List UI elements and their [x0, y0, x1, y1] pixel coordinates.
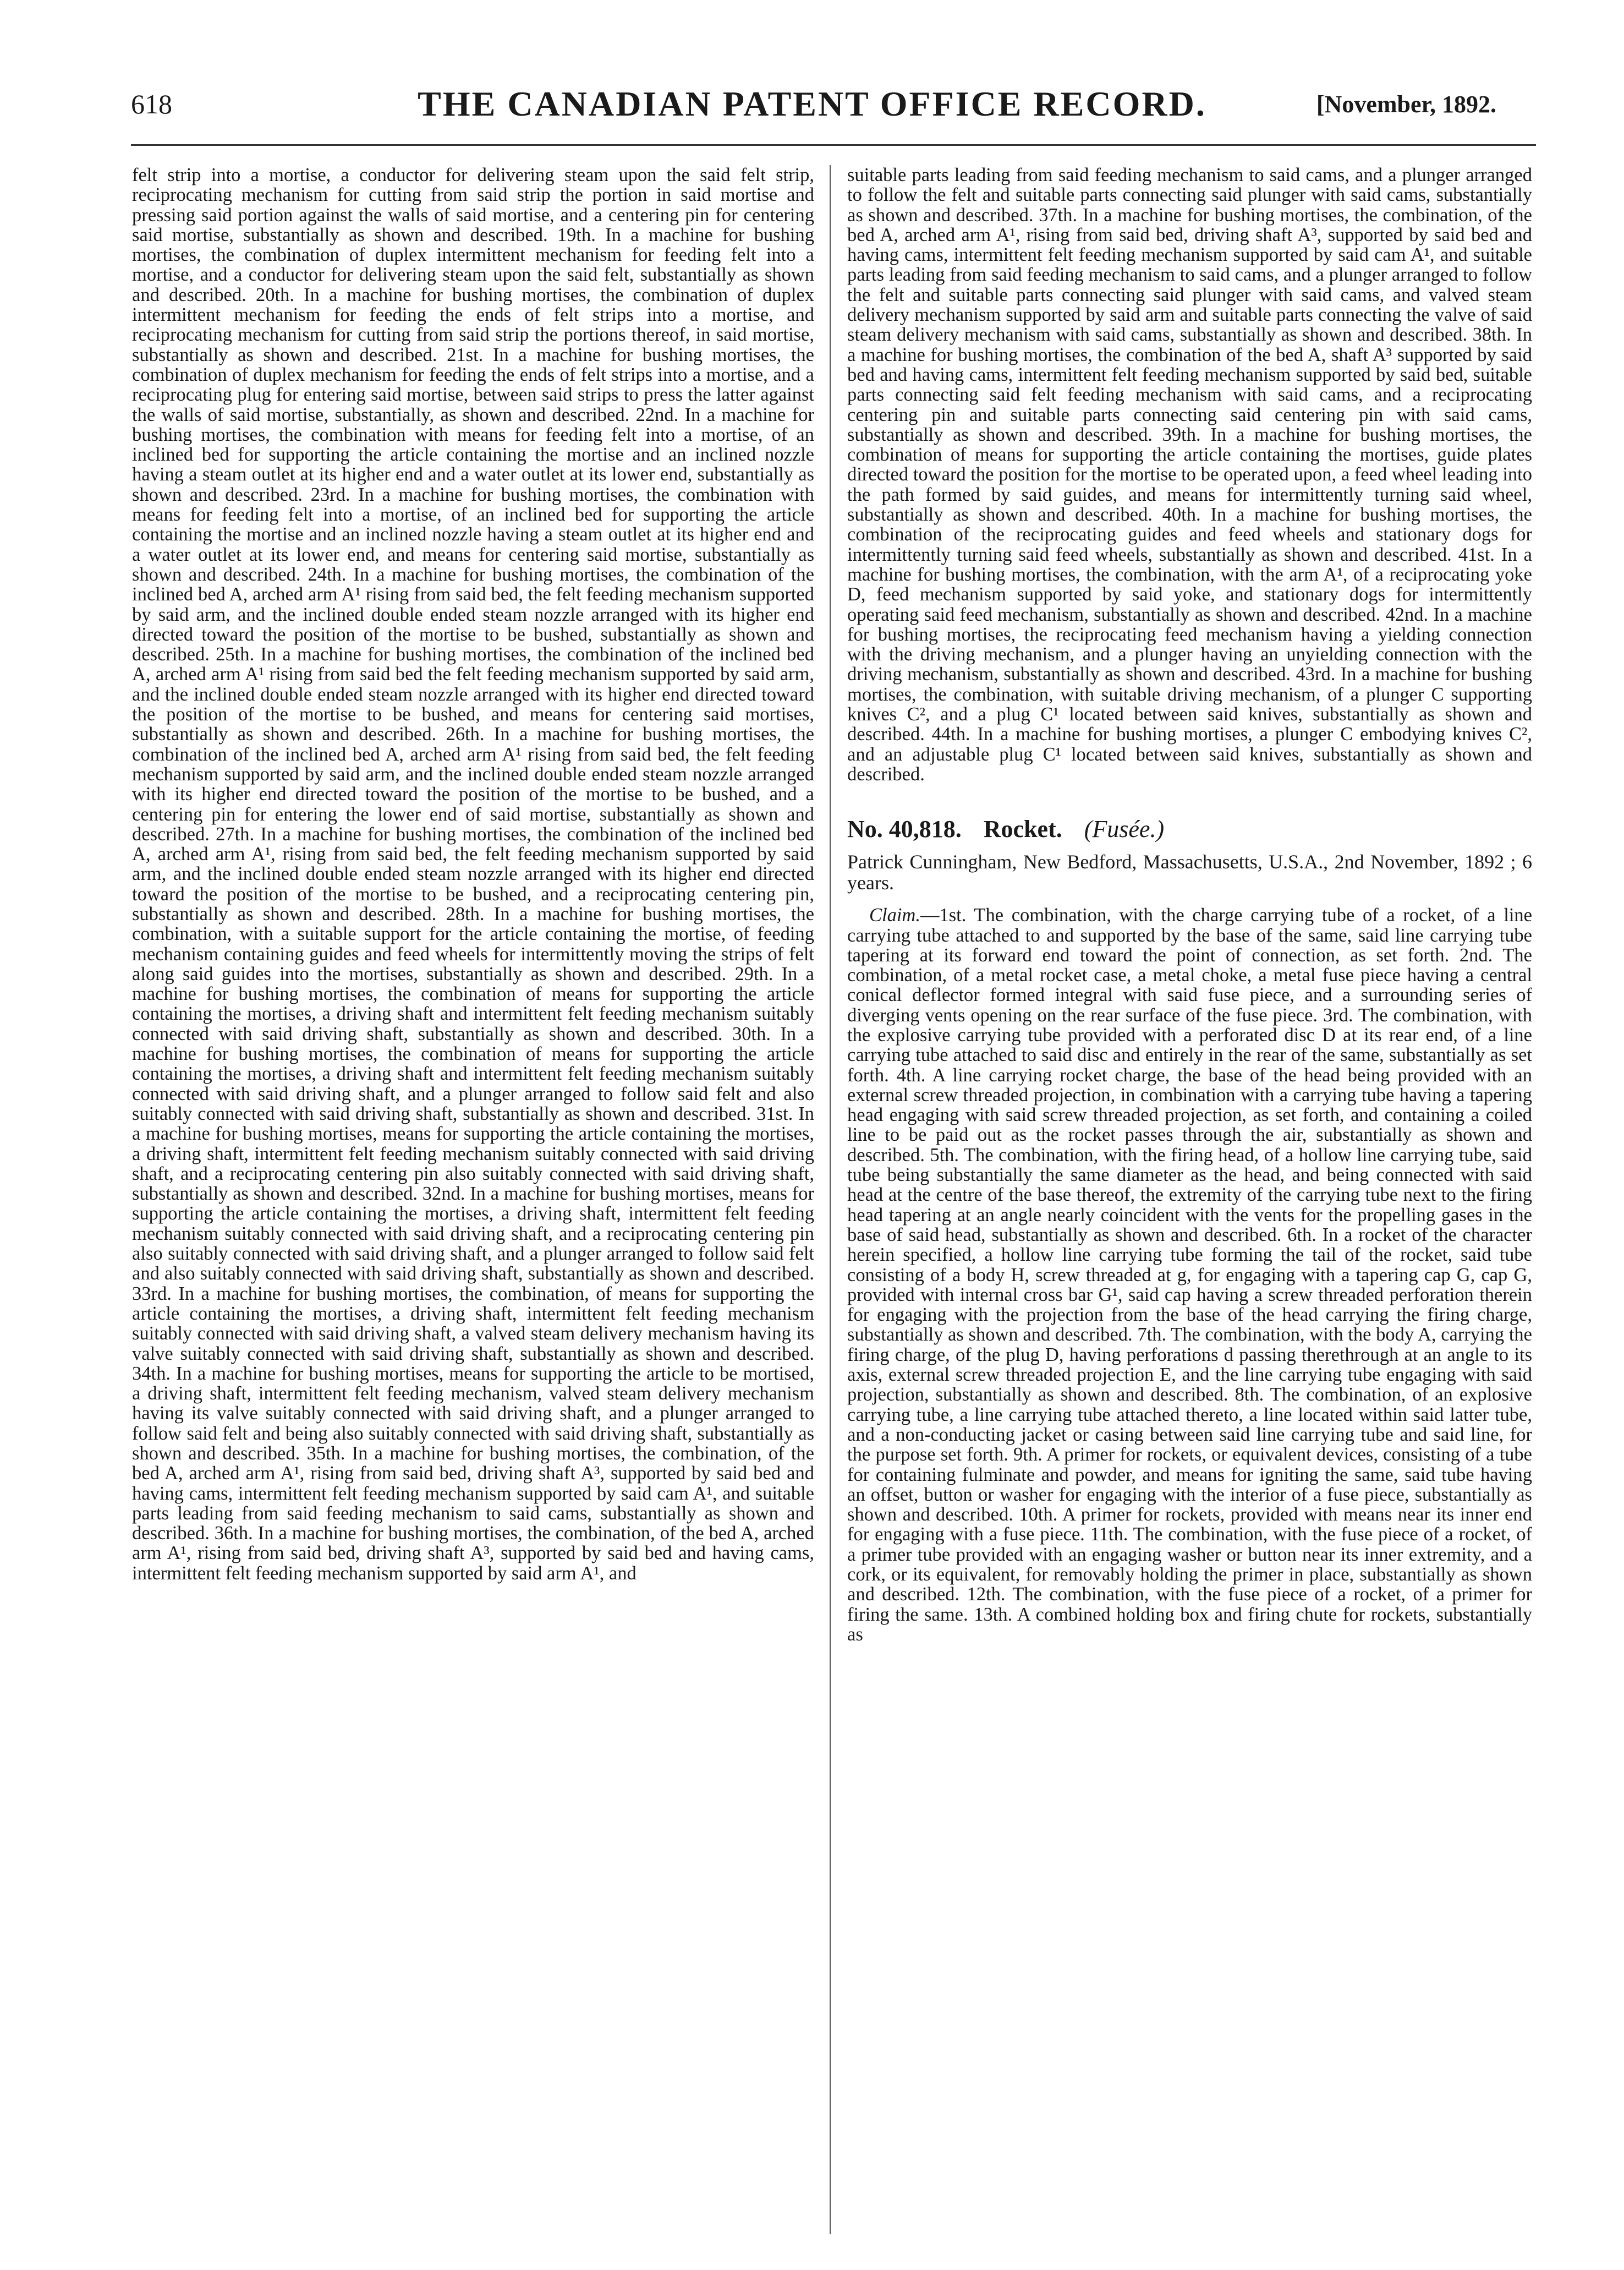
patent-number: No. 40,818.	[847, 816, 962, 843]
continuation-text: suitable parts leading from said feeding mechanism to said cams, and a plunger arranged to follow the felt and suitable parts connecting said plunger with said cams, substantially as shown and described. 37th. In a machine for bushing mortises, the combination, of the bed A, arched arm A¹, rising from said bed, driving shaft A³, supported by said bed and having cams, intermittent felt feeding mechanism supported by said cam A¹, and suitable parts leading from said feeding mechanism to said cams, and a plunger arranged to follow the felt and suitable parts connecting said plunger with said cams, and valved steam delivery mechanism supported by said arm and suitable parts connecting the valve of said steam delivery mechanism with said cams, substantially as shown and described. 38th. In a machine for bushing mortises, the combination of the bed A, shaft A³ supported by said bed and having cams, intermittent felt feeding mechanism supported by said bed, suitable parts connecting said felt feeding mechanism with said cams, and a reciprocating centering pin and suitable parts connecting said centering pin with said cams, substantially as shown and described. 39th. In a machine for bushing mortises, the combination of means for supporting the article containing the mortises, guide plates directed toward the position for the mortise to be operated upon, a feed wheel leading into the path formed by said guides, and means for intermittently turning said wheel, substantially as shown and described. 40th. In a machine for bushing mortises, the combination of the reciprocating guides and feed wheels and stationary dogs for intermittently turning said feed wheels, substantially as shown and described. 41st. In a machine for bushing mortises, the combination, with the arm A¹, of a reciprocating yoke D, feed mechanism supported by said yoke, and stationary dogs for intermittently operating said feed mechanism, substantially as shown and described. 42nd. In a machine for bushing mortises, the reciprocating feed mechanism having a yielding connection with the driving mechanism, and a plunger having an unyielding connection with the driving mechanism, substantially as shown and described. 43rd. In a machine for bushing mortises, the combination, with suitable driving mechanism, of a plunger C supporting knives C², and a plug C¹ located between said knives, substantially as shown and described. 44th. In a machine for bushing mortises, a plunger C embodying knives C², and an adjustable plug C¹ located between said knives, substantially as shown and described.	[847, 165, 1532, 785]
column-divider	[830, 165, 831, 2234]
patent-title: Rocket.	[983, 816, 1062, 843]
claims-text: —1st. The combination, with the charge carrying tube of a rocket, of a line carrying tube attached to and supported by the base of the same, said line carrying tube tapering at its forward end toward the point of connection, as set forth. 2nd. The combination, of a metal rocket case, a metal choke, a metal fuse piece having a central conical deflector formed integral with said fuse piece, and a surrounding series of diverging vents opening on the rear surface of the fuse piece. 3rd. The combination, with the explosive carrying tube provided with a perforated disc D at its rear end, of a line carrying tube attached to said disc and entirely in the rear of the same, substantially as set forth. 4th. A line carrying rocket charge, the base of the head being provided with an external screw threaded projection, in combination with a carrying tube having a tapering head engaging with said screw threaded projection, as set forth, and containing a coiled line to be paid out as the rocket passes through the air, substantially as shown and described. 5th. The combination, with the firing head, of a hollow line carrying tube, said tube being substantially the same diameter as the head, and being connected with said head at the centre of the base thereof, the extremity of the carrying tube next to the firing head tapering at an angle nearly coincident with the vents for the propelling gases in the base of said head, substantially as shown and described. 6th. In a rocket of the character herein specified, a hollow line carrying tube forming the tail of the rocket, said tube consisting of a body H, screw threaded at g, for engaging with a tapering cap G, cap G, provided with internal cross bar G¹, said cap having a screw threaded perforation therein for engaging with the projection from the base of the head carrying the firing charge, substantially as shown and described. 7th. The combination, with the body A, carrying the firing charge, of the plug D, having perforations d passing therethrough at an angle to its axis, external screw threaded projection E, and the line carrying tube engaging with said projection, substantially as shown and described. 8th. The combination, of an explosive carrying tube, a line carrying tube attached thereto, a line located within said latter tube, and a non-conducting jacket or casing between said line carrying tube and said line, for the purpose set forth. 9th. A primer for rockets, or equivalent devices, consisting of a tube for containing fulminate and powder, and means for igniting the same, said tube having an offset, button or washer for engaging with the interior of a fuse piece, substantially as shown and described. 10th. A primer for rockets, provided with means near its inner end for engaging with a fuse piece. 11th. The combination, with the fuse piece of a rocket, of a primer tube provided with an engaging washer or button near its inner extremity, and a cork, or its equivalent, for removably holding the primer in place, substantially as shown and described. 12th. The combination, with the fuse piece of a rocket, of a primer for firing the same. 13th. A combined holding box and firing chute for rockets, substantially as	[847, 905, 1532, 1645]
claims-label: Claim.	[869, 905, 920, 926]
left-column-text: felt strip into a mortise, a conductor for delivering steam upon the said felt strip, reciprocating mechanism for cutting from said strip the portion in said mortise and pressing said portion against the walls of said mortise, and a centering pin for centering said mortise, substantially as shown and described. 19th. In a machine for bushing mortises, the combination of duplex intermittent mechanism for feeding felt into a mortise, and a conductor for delivering steam upon the said felt, substantially as shown and described. 20th. In a machine for bushing mortises, the combination of duplex intermittent mechanism for feeding the ends of felt strips into a mortise, and reciprocating mechanism for cutting from said strip the portions thereof, in said mortise, substantially as shown and described. 21st. In a machine for bushing mortises, the combination of duplex mechanism for feeding the ends of felt strips into a mortise, and a reciprocating plug for entering said mortise, between said strips to press the latter against the walls of said mortise, substantially, as shown and described. 22nd. In a machine for bushing mortises, the combination with means for feeding felt into a mortise, of an inclined bed for supporting the article containing the mortise and an inclined nozzle having a steam outlet at its higher end and a water outlet at its lower end, substantially as shown and described. 23rd. In a machine for bushing mortises, the combination with means for feeding felt into a mortise, of an inclined bed for supporting the article containing the mortise and an inclined nozzle having a steam outlet at its higher end and a water outlet at its lower end, and means for centering said mortise, substantially as shown and described. 24th. In a machine for bushing mortises, the combination of the inclined bed A, arched arm A¹ rising from said bed, the felt feeding mechanism supported by said arm, and the inclined double ended steam nozzle arranged with its higher end directed toward the position of the mortise to be bushed, substantially as shown and described. 25th. In a machine for bushing mortises, the combination of the inclined bed A, arched arm A¹ rising from said bed the felt feeding mechanism supported by said arm, and the inclined double ended steam nozzle arranged with its higher end directed toward the position of the mortise to be bushed, and means for centering said mortises, substantially as shown and described. 26th. In a machine for bushing mortises, the combination of the inclined bed A, arched arm A¹ rising from said bed, the felt feeding mechanism supported by said arm, and the inclined double ended steam nozzle arranged with its higher end directed toward the position of the mortise to be bushed, and a centering pin for entering the lower end of said mortise, substantially as shown and described. 27th. In a machine for bushing mortises, the combination of the inclined bed A, arched arm A¹, rising from said bed, the felt feeding mechanism supported by said arm, and the inclined double ended steam nozzle arranged with its higher end directed toward the position of the mortise to be bushed, and a reciprocating centering pin, substantially as shown and described. 28th. In a machine for bushing mortises, the combination, with a suitable support for the article containing the mortise, of feeding mechanism containing guides and feed wheels for intermittently moving the strips of felt along said guides into the mortises, substantially as shown and described. 29th. In a machine for bushing mortises, the combination of means for supporting the article containing the mortises, a driving shaft and intermittent felt feeding mechanism suitably connected with said driving shaft, substantially as shown and described. 30th. In a machine for bushing mortises, the combination of means for supporting the article containing the mortises, a driving shaft and intermittent felt feeding mechanism suitably connected with said driving shaft, and a plunger arranged to follow said felt and also suitably connected with said driving shaft, substantially as shown and described. 31st. In a machine for bushing mortises, means for supporting the article containing the mortises, a driving shaft, intermittent felt feeding mechanism suitably connected with said driving shaft, and a reciprocating centering pin also suitably connected with said driving shaft, substantially as shown and described. 32nd. In a machine for bushing mortises, means for supporting the article containing the mortises, a driving shaft, intermittent felt feeding mechanism suitably connected with said driving shaft, and a reciprocating centering pin also suitably connected with said driving shaft, and a plunger arranged to follow said felt and also suitably connected with said driving shaft, substantially as shown and described. 33rd. In a machine for bushing mortises, the combination, of means for supporting the article containing the mortises, a driving shaft, intermittent felt feeding mechanism suitably connected with said driving shaft, a valved steam delivery mechanism having its valve suitably connected with said driving shaft, substantially as shown and described. 34th. In a machine for bushing mortises, means for supporting the article to be mortised, a driving shaft, intermittent felt feeding mechanism, valved steam delivery mechanism having its valve suitably connected with said driving shaft, and a plunger arranged to follow said felt and being also suitably connected with said driving shaft, substantially as shown and described. 35th. In a machine for bushing mortises, the combination, of the bed A, arched arm A¹, rising from said bed, driving shaft A³, supported by said bed and having cams, intermittent felt feeding mechanism supported by said cam A¹, and suitable parts leading from said feeding mechanism to said cams, substantially as shown and described. 36th. In a machine for bushing mortises, the combination, of the bed A, arched arm A¹, rising from said bed, driving shaft A³, supported by said bed and having cams, intermittent felt feeding mechanism supported by said arm A¹, and	[132, 165, 814, 1584]
patent-subtitle: (Fusée.)	[1084, 816, 1165, 843]
header-rule	[131, 144, 1536, 146]
right-column	[847, 165, 1532, 2245]
claims-paragraph	[847, 905, 1532, 1644]
patent-heading	[847, 815, 1532, 844]
page-header	[0, 84, 1624, 149]
patentee-line: Patrick Cunningham, New Bedford, Massachusetts, U.S.A., 2nd November, 1892 ; 6 years.	[847, 851, 1532, 894]
issue-date: [November, 1892.	[1316, 91, 1496, 118]
journal-title: THE CANADIAN PATENT OFFICE RECORD.	[418, 84, 1206, 123]
left-column	[132, 165, 814, 2245]
page-number: 618	[131, 89, 172, 119]
